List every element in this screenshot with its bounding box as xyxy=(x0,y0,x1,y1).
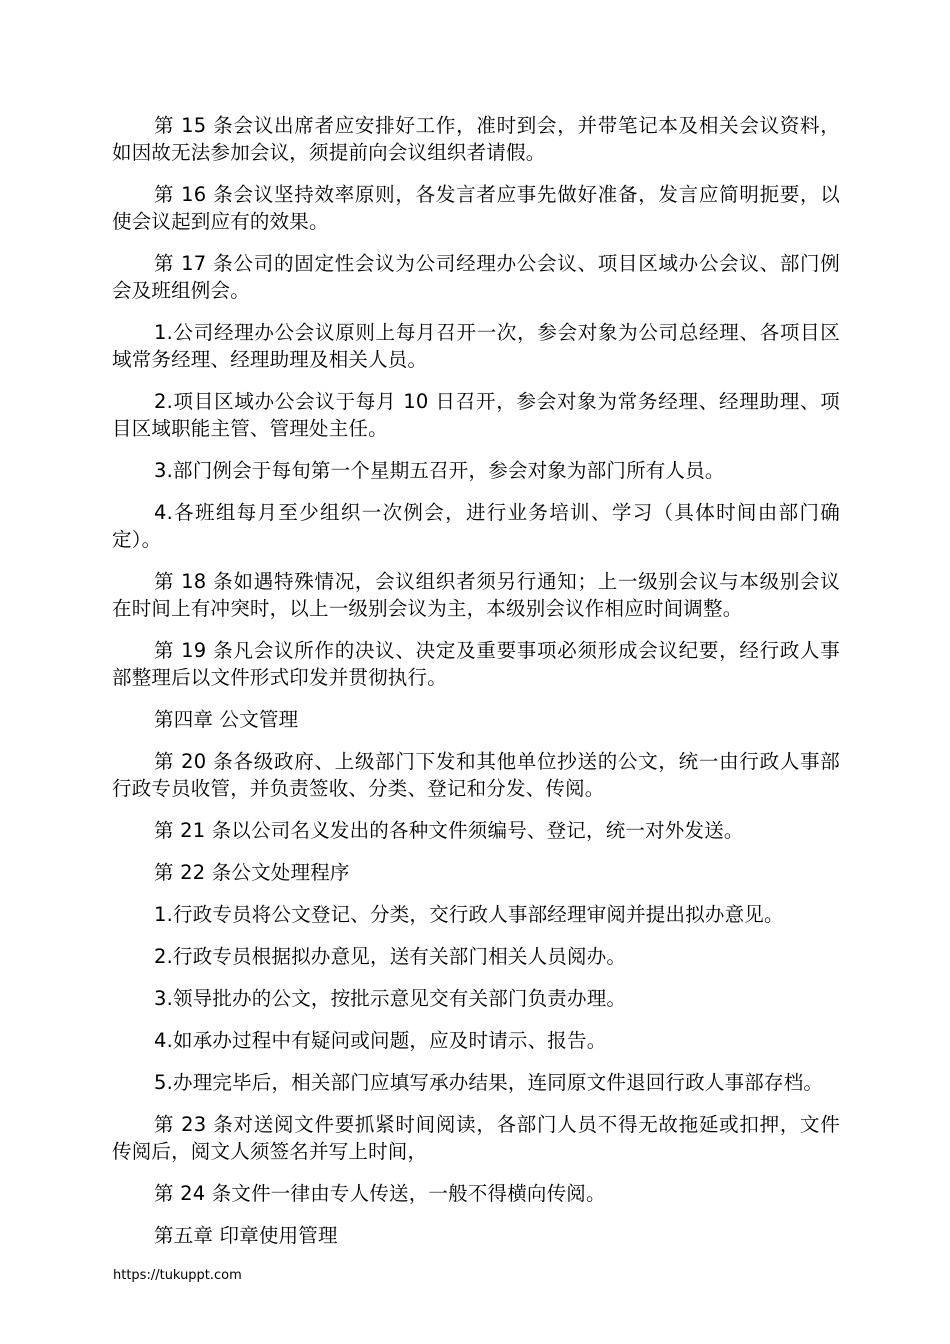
article-16: 第 16 条会议坚持效率原则，各发言者应事先做好准备，发言应简明扼要，以使会议起到应有的效果。 xyxy=(112,183,840,233)
article-22-item-3: 3.领导批办的公文，按批示意见交有关部门负责办理。 xyxy=(154,987,627,1010)
article-18: 第 18 条如遇特殊情况，会议组织者须另行通知；上一级别会议与本级别会议在时间上有冲突时，以上一级别会议为主，本级别会议作相应时间调整。 xyxy=(112,570,840,620)
article-17: 第 17 条公司的固定性会议为公司经理办公会议、项目区域办公会议、部门例会及班组例会。 xyxy=(112,252,840,302)
article-22-item-4: 4.如承办过程中有疑问或问题，应及时请示、报告。 xyxy=(154,1029,607,1052)
document-body xyxy=(112,112,840,1264)
article-23: 第 23 条对送阅文件要抓紧时间阅读，各部门人员不得无故拖延或扣押，文件传阅后，阅文人须签名并写上时间， xyxy=(112,1113,840,1163)
article-17-item-1: 1.公司经理办公会议原则上每月召开一次，参会对象为公司总经理、各项目区域常务经理、经理助理及相关人员。 xyxy=(112,321,840,371)
article-17-item-2: 2.项目区域办公会议于每月 10 日召开，参会对象为常务经理、经理助理、项目区域职能主管、管理处主任。 xyxy=(112,390,840,440)
article-22: 第 22 条公文处理程序 xyxy=(154,861,350,884)
article-22-item-2: 2.行政专员根据拟办意见，送有关部门相关人员阅办。 xyxy=(154,945,627,968)
footer-url: https://tukuppt.com xyxy=(113,1268,242,1283)
article-17-item-3: 3.部门例会于每旬第一个星期五召开，参会对象为部门所有人员。 xyxy=(154,459,725,482)
article-21: 第 21 条以公司名义发出的各种文件须编号、登记，统一对外发送。 xyxy=(154,819,744,842)
article-20: 第 20 条各级政府、上级部门下发和其他单位抄送的公文，统一由行政人事部行政专员收管，并负责签收、分类、登记和分发、传阅。 xyxy=(112,750,840,800)
article-15: 第 15 条会议出席者应安排好工作，准时到会，并带笔记本及相关会议资料，如因故无法参加会议，须提前向会议组织者请假。 xyxy=(112,114,840,164)
article-22-item-1: 1.行政专员将公文登记、分类，交行政人事部经理审阅并提出拟办意见。 xyxy=(154,903,784,926)
chapter-4-heading: 第四章 公文管理 xyxy=(154,708,299,731)
article-19: 第 19 条凡会议所作的决议、决定及重要事项必须形成会议纪要，经行政人事部整理后以文件形式印发并贯彻执行。 xyxy=(112,639,840,689)
chapter-5-heading: 第五章 印章使用管理 xyxy=(154,1224,338,1247)
article-17-item-4: 4.各班组每月至少组织一次例会，进行业务培训、学习（具体时间由部门确定）。 xyxy=(112,501,840,551)
article-22-item-5: 5.办理完毕后，相关部门应填写承办结果，连同原文件退回行政人事部存档。 xyxy=(154,1071,824,1094)
article-24: 第 24 条文件一律由专人传送，一般不得横向传阅。 xyxy=(154,1182,606,1205)
